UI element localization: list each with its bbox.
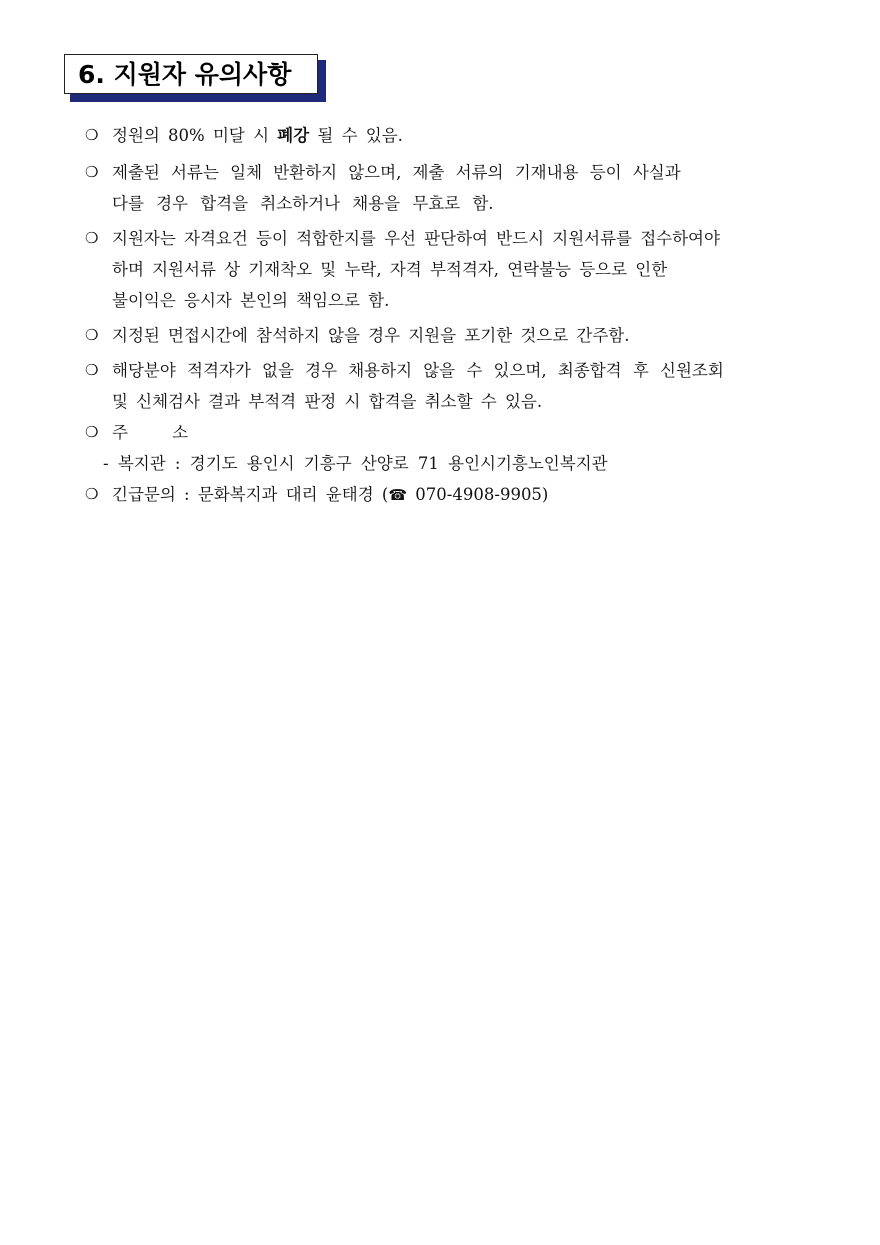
contact-label: 긴급문의 : 문화복지과 대리 윤태경 ( xyxy=(112,485,389,504)
section-title: 6. 지원자 유의사항 xyxy=(64,54,318,94)
circle-bullet-icon: ❍ xyxy=(85,163,99,181)
notice-text: 제출된 서류는 일체 반환하지 않으며, 제출 서류의 기재내용 등이 사실과 xyxy=(112,163,681,182)
notice-text: 정원의 80% 미달 시 xyxy=(112,126,278,145)
circle-bullet-icon: ❍ xyxy=(85,126,99,144)
phone-icon: ☎ xyxy=(388,486,408,504)
notice-text: 될 수 있음. xyxy=(309,126,403,145)
address-heading xyxy=(85,417,785,448)
circle-bullet-icon: ❍ xyxy=(85,485,99,503)
notice-text: 지정된 면접시간에 참석하지 않을 경우 지원을 포기한 것으로 간주함. xyxy=(112,326,630,345)
notice-list xyxy=(85,120,785,511)
notice-text: 및 신체검사 결과 부적격 판정 시 합격을 취소할 수 있음. xyxy=(112,392,543,411)
circle-bullet-icon: ❍ xyxy=(85,361,99,379)
notice-text: 불이익은 응시자 본인의 책임으로 함. xyxy=(112,291,390,310)
notice-item-documents xyxy=(85,157,785,219)
notice-item-qualification xyxy=(85,355,785,417)
contact-phone: 070-4908-9905) xyxy=(407,485,549,504)
contact-line xyxy=(85,479,785,511)
notice-item-eligibility xyxy=(85,223,785,316)
circle-bullet-icon: ❍ xyxy=(85,326,99,344)
address-label: 주 소 xyxy=(112,423,207,442)
circle-bullet-icon: ❍ xyxy=(85,423,99,441)
notice-text: 다를 경우 합격을 취소하거나 채용을 무효로 함. xyxy=(112,194,494,213)
section-heading xyxy=(64,54,326,102)
notice-text: 해당분야 적격자가 없을 경우 채용하지 않을 수 있으며, 최종합격 후 신원조회 xyxy=(112,361,724,380)
notice-emphasis: 폐강 xyxy=(277,126,310,145)
notice-text: 하며 지원서류 상 기재착오 및 누락, 자격 부적격자, 연락불능 등으로 인한 xyxy=(112,260,668,279)
notice-item-closure xyxy=(85,120,785,151)
circle-bullet-icon: ❍ xyxy=(85,229,99,247)
notice-item-interview xyxy=(85,320,785,351)
notice-text: 지원자는 자격요건 등이 적합한지를 우선 판단하여 반드시 지원서류를 접수하여야 xyxy=(112,229,720,248)
address-detail: - 복지관 : 경기도 용인시 기흥구 산양로 71 용인시기흥노인복지관 xyxy=(103,454,608,473)
